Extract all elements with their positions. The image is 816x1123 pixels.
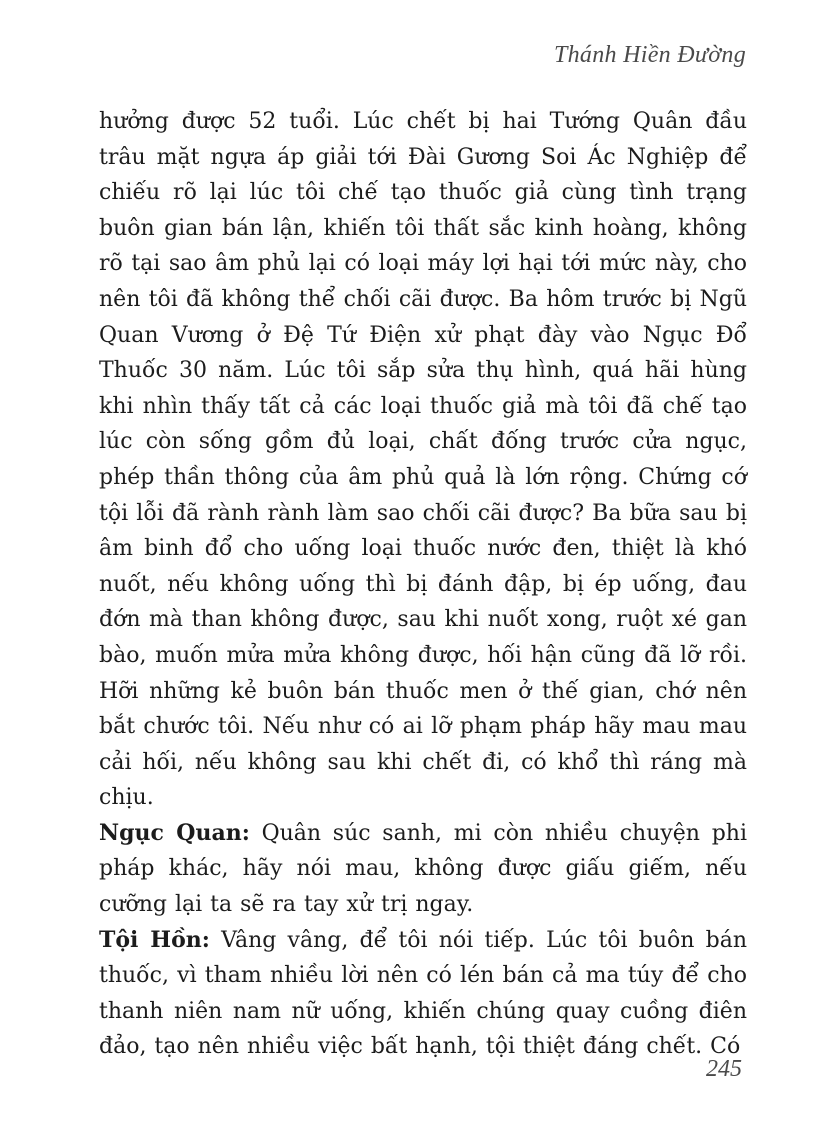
paragraph-dialogue-soul <box>99 923 747 1065</box>
paragraph-text: Quân súc sanh, mi còn nhiều chuyện phi pháp khác, hãy nói mau, không được giấu giếm, nếu cưỡng lại ta sẽ ra tay xử trị ngay. <box>99 820 748 918</box>
page-number: 245 <box>706 1056 742 1082</box>
body-text <box>99 104 747 1065</box>
paragraph-narrative <box>99 104 747 816</box>
paragraph-text: hưởng được 52 tuổi. Lúc chết bị hai Tướng Quân đầu trâu mặt ngựa áp giải tới Đài Gương Soi Ác Nghiệp để chiếu rõ lại lúc tôi chế tạo thuốc giả cùng tình trạng buôn gian bán lận, khiến tôi thất sắc kinh hoàng, không rõ tại sao âm phủ lại có loại máy lợi hại tới mức này, cho nên tôi đã không thể chối cãi được. Ba hôm trước bị Ngũ Quan Vương ở Đệ Tứ Điện xử phạt đày vào Ngục Đổ Thuốc 30 năm. Lúc tôi sắp sửa thụ hình, quá hãi hùng khi nhìn thấy tất cả các loại thuốc giả mà tôi đã chế tạo lúc còn sống gồm đủ loại, chất đống trước cửa ngục, phép thần thông của âm phủ quả là lớn rộng. Chứng cớ tội lỗi đã rành rành làm sao chối cãi được? Ba bữa sau bị âm binh đổ cho uống loại thuốc nước đen, thiệt là khó nuốt, nếu không uống thì bị đánh đập, bị ép uống, đau đớn mà than không được, sau khi nuốt xong, ruột xé gan bào, muốn mửa mửa không được, hối hận cũng đã lỡ rồi. Hỡi những kẻ buôn bán thuốc men ở thế gian, chớ nên bắt chước tôi. Nếu như có ai lỡ phạm pháp hãy mau mau cải hối, nếu không sau khi chết đi, có khổ thì ráng mà chịu. <box>99 109 747 811</box>
running-header: Thánh Hiền Đường <box>553 42 746 68</box>
paragraph-dialogue-warden <box>99 816 747 923</box>
speaker-label: Ngục Quan: <box>99 819 250 846</box>
speaker-label: Tội Hồn: <box>99 926 210 953</box>
paragraph-text: Vâng vâng, để tôi nói tiếp. Lúc tôi buôn bán thuốc, vì tham nhiều lời nên có lén bán cả ma túy để cho thanh niên nam nữ uống, khiến chúng quay cuồng điên đảo, tạo nên nhiều việc bất hạnh, tội thiệt đáng chết. Có <box>99 927 747 1060</box>
